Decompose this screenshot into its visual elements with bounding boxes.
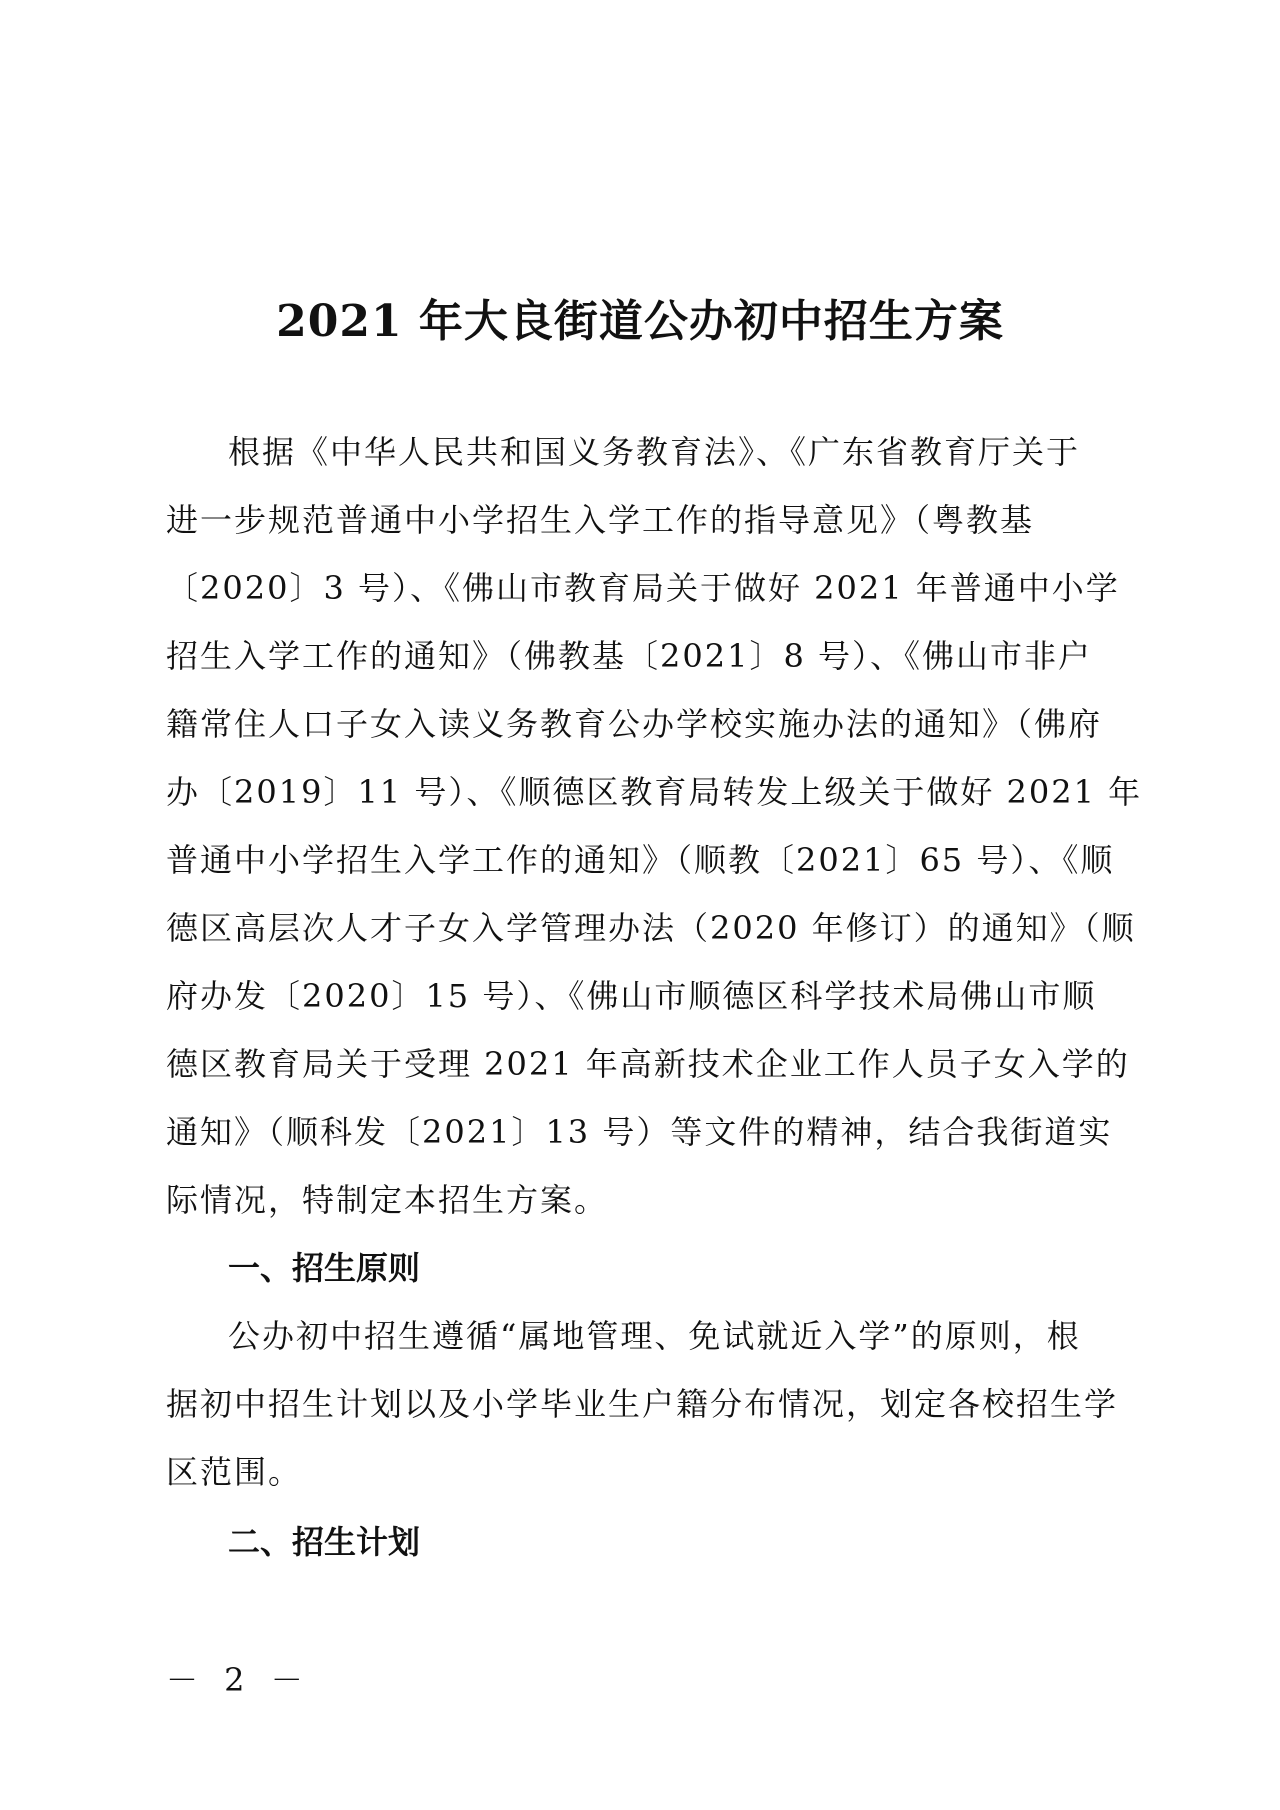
paragraph-line: 德区教育局关于受理 2021 年高新技术企业工作人员子女入学的 [166, 1045, 1130, 1083]
paragraph-line: 据初中招生计划以及小学毕业生户籍分布情况，划定各校招生学 [166, 1385, 1119, 1423]
paragraph-line: 公办初中招生遵循“属地管理、免试就近入学”的原则，根 [228, 1317, 1081, 1355]
paragraph-line: 〔2020〕3 号）、《佛山市教育局关于做好 2021 年普通中小学 [166, 569, 1120, 607]
paragraph-line: 根据《中华人民共和国义务教育法》、《广东省教育厅关于 [228, 433, 1081, 471]
section-heading-principles: 一、招生原则 [228, 1249, 421, 1287]
paragraph-line: 府办发〔2020〕15 号）、《佛山市顺德区科学技术局佛山市顺 [166, 977, 1097, 1015]
section-heading-plan: 二、招生计划 [228, 1523, 421, 1561]
paragraph-line: 区范围。 [166, 1453, 303, 1491]
paragraph-line: 进一步规范普通中小学招生入学工作的指导意见》（粤教基 [166, 501, 1035, 539]
paragraph-line: 德区高层次人才子女入学管理办法（2020 年修订）的通知》（顺 [166, 909, 1136, 947]
document-title: 2021 年大良街道公办初中招生方案 [276, 296, 1004, 347]
paragraph-line: 普通中小学招生入学工作的通知》（顺教〔2021〕65 号）、《顺 [166, 841, 1115, 879]
paragraph-line: 招生入学工作的通知》（佛教基〔2021〕8 号）、《佛山市非户 [166, 637, 1092, 675]
paragraph-line: 际情况，特制定本招生方案。 [166, 1181, 609, 1219]
paragraph-line: 籍常住人口子女入读义务教育公办学校实施办法的通知》（佛府 [166, 705, 1103, 743]
paragraph-line: 办〔2019〕11 号）、《顺德区教育局转发上级关于做好 2021 年 [166, 773, 1143, 811]
paragraph-line: 通知》（顺科发〔2021〕13 号）等文件的精神，结合我街道实 [166, 1113, 1113, 1151]
page-number: － 2 － [166, 1661, 311, 1699]
